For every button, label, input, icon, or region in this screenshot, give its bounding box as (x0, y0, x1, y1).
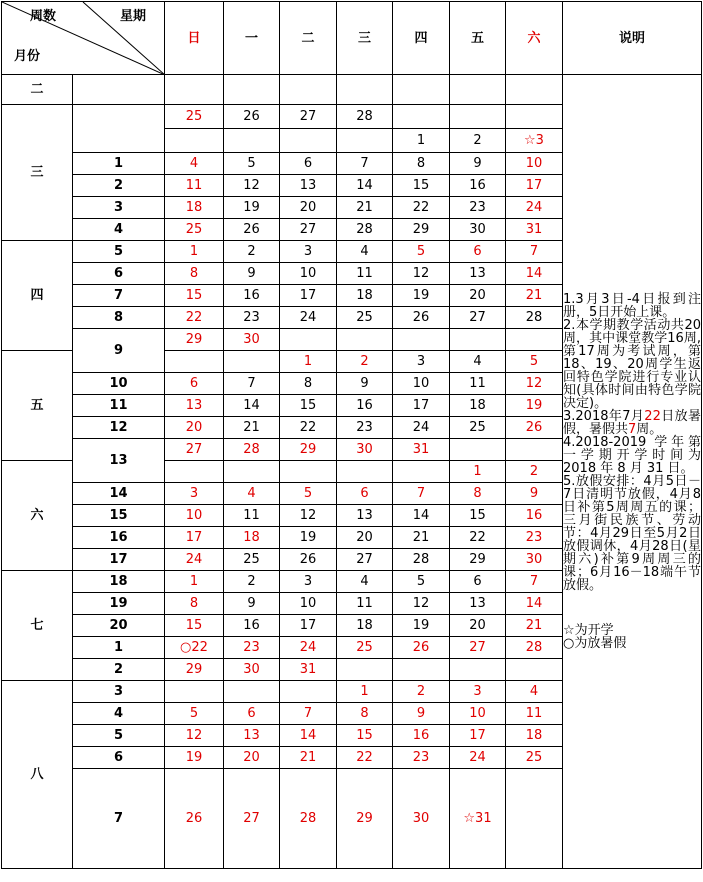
day-cell-tue: 13 (280, 175, 337, 197)
day-cell-fri: 11 (450, 373, 506, 395)
day-cell-sat: 5 (506, 351, 563, 373)
day-cell-fri: 16 (450, 175, 506, 197)
day-cell-fri: 10 (450, 703, 506, 725)
day-cell-tue: 24 (280, 637, 337, 659)
school-calendar-table (1, 1, 702, 869)
day-cell-tue: 28 (280, 769, 337, 869)
day-cell-wed: 25 (337, 307, 393, 329)
day-cell-tue: 3 (280, 241, 337, 263)
day-cell-fri: 29 (450, 549, 506, 571)
day-cell-wed: 28 (337, 219, 393, 241)
day-cell-mon: 20 (224, 747, 280, 769)
day-cell-mon: 7 (224, 373, 280, 395)
day-cell-thu: 5 (393, 241, 450, 263)
day-cell-thu: 30 (393, 769, 450, 869)
day-cell-thu: 3 (393, 351, 450, 373)
day-header-fri: 五 (450, 2, 506, 75)
month-label: 月份 (14, 49, 41, 64)
day-cell-wed: 28 (337, 105, 393, 129)
day-cell-thu: 10 (393, 373, 450, 395)
day-cell-empty (337, 75, 393, 105)
week-number-cell: 19 (73, 593, 165, 615)
day-cell-thu: 9 (393, 703, 450, 725)
day-cell-fri (450, 439, 506, 461)
week-number-cell: 12 (73, 417, 165, 439)
day-cell-tue: 5 (280, 483, 337, 505)
day-cell-thu: 12 (393, 263, 450, 285)
day-cell-sun: 17 (165, 527, 224, 549)
day-cell-mon (224, 129, 280, 153)
day-cell-fri: 13 (450, 263, 506, 285)
day-cell-sat: 28 (506, 637, 563, 659)
day-cell-sat: 10 (506, 153, 563, 175)
day-cell-fri: 3 (450, 681, 506, 703)
day-cell-thu: 23 (393, 747, 450, 769)
day-cell-thu: 24 (393, 417, 450, 439)
day-cell-tue: 21 (280, 747, 337, 769)
day-cell-sun: 8 (165, 263, 224, 285)
day-cell-wed: 11 (337, 263, 393, 285)
day-cell-sun: 19 (165, 747, 224, 769)
header-row (2, 2, 702, 75)
week-number-cell: 15 (73, 505, 165, 527)
day-cell-empty (506, 75, 563, 105)
day-cell-thu: 5 (393, 571, 450, 593)
day-cell-sun: 25 (165, 105, 224, 129)
week-number-cell: 1 (73, 153, 165, 175)
day-cell-thu: 2 (393, 681, 450, 703)
day-cell-tue: 26 (280, 549, 337, 571)
day-cell-thu: 26 (393, 307, 450, 329)
day-cell-wed: 30 (337, 439, 393, 461)
day-cell-fri: 17 (450, 725, 506, 747)
day-cell-sat (506, 439, 563, 461)
day-cell-sun: 25 (165, 219, 224, 241)
week-number-cell: 6 (73, 263, 165, 285)
week-number-cell: 10 (73, 373, 165, 395)
day-cell-sat: 7 (506, 571, 563, 593)
day-cell-sun: 27 (165, 439, 224, 461)
week-number-cell: 17 (73, 549, 165, 571)
day-cell-thu: 12 (393, 593, 450, 615)
month-cell: 六 (2, 461, 73, 571)
week-number-cell: 4 (73, 219, 165, 241)
day-cell-fri: 27 (450, 637, 506, 659)
day-cell-wed: 22 (337, 747, 393, 769)
day-cell-sat: 19 (506, 395, 563, 417)
day-cell-thu: 28 (393, 549, 450, 571)
notes-header: 说明 (563, 2, 702, 75)
day-cell-tue: 14 (280, 725, 337, 747)
day-cell-sat: 16 (506, 505, 563, 527)
day-cell-sun: 11 (165, 175, 224, 197)
week-number-cell: 2 (73, 175, 165, 197)
day-cell-sun: 20 (165, 417, 224, 439)
day-cell-sun: ○22 (165, 637, 224, 659)
day-cell-fri: 27 (450, 307, 506, 329)
day-cell-wed: 21 (337, 197, 393, 219)
note-5: 5.放假安排：4月5日－7日清明节放假，4月8日补第5周周五的课；三月街民族节、劳动节：4月29日至5月2日放假调休，4月28日(星期六)补第9周周三的课；6月16－18端午节放假。 (563, 474, 701, 593)
day-cell-mon: 16 (224, 285, 280, 307)
day-cell-sat: 17 (506, 175, 563, 197)
month-cell: 八 (2, 681, 73, 869)
day-cell-fri (450, 329, 506, 351)
day-cell-thu: 19 (393, 285, 450, 307)
day-cell-thu: 15 (393, 175, 450, 197)
day-cell-sat: 26 (506, 417, 563, 439)
day-cell-fri: ☆31 (450, 769, 506, 869)
day-header-mon: 一 (224, 2, 280, 75)
day-cell-tue: 22 (280, 417, 337, 439)
day-cell-fri: 6 (450, 571, 506, 593)
day-cell-mon (224, 681, 280, 703)
day-cell-fri: 13 (450, 593, 506, 615)
day-cell-mon (224, 351, 280, 373)
day-cell-wed: 15 (337, 725, 393, 747)
day-cell-thu: 22 (393, 197, 450, 219)
day-cell-sun (165, 681, 224, 703)
day-cell-tue: 7 (280, 703, 337, 725)
day-cell-tue: 15 (280, 395, 337, 417)
day-cell-fri (450, 659, 506, 681)
day-cell-mon: 5 (224, 153, 280, 175)
week-number-cell (73, 105, 165, 153)
day-cell-sun: 29 (165, 659, 224, 681)
day-cell-wed: 13 (337, 505, 393, 527)
day-header-sat: 六 (506, 2, 563, 75)
day-cell-sun: 18 (165, 197, 224, 219)
day-cell-thu: 26 (393, 637, 450, 659)
day-cell-thu: 7 (393, 483, 450, 505)
day-cell-sat: 21 (506, 615, 563, 637)
day-cell-fri: 9 (450, 153, 506, 175)
day-cell-mon: 28 (224, 439, 280, 461)
day-cell-wed: 23 (337, 417, 393, 439)
day-cell-sat: 25 (506, 747, 563, 769)
note-3-weeks: 7 (628, 422, 637, 437)
month-cell: 五 (2, 351, 73, 461)
day-cell-tue: 1 (280, 351, 337, 373)
day-header-thu: 四 (393, 2, 450, 75)
day-cell-sat: 24 (506, 197, 563, 219)
day-cell-tue: 31 (280, 659, 337, 681)
day-cell-fri: 24 (450, 747, 506, 769)
day-cell-thu: 16 (393, 725, 450, 747)
week-number-cell: 20 (73, 615, 165, 637)
day-cell-sun (165, 129, 224, 153)
notes-spacer (563, 592, 701, 624)
day-cell-sat: 14 (506, 593, 563, 615)
week-number-cell: 6 (73, 747, 165, 769)
february-row (2, 75, 702, 105)
day-cell-tue (280, 329, 337, 351)
day-cell-mon: 26 (224, 219, 280, 241)
day-cell-wed: 18 (337, 615, 393, 637)
week-number-cell: 11 (73, 395, 165, 417)
day-cell-thu (393, 329, 450, 351)
day-cell-tue: 27 (280, 219, 337, 241)
day-cell-sun: 15 (165, 285, 224, 307)
day-cell-thu (393, 105, 450, 129)
day-cell-sun: 10 (165, 505, 224, 527)
day-cell-mon (224, 461, 280, 483)
day-cell-mon: 26 (224, 105, 280, 129)
day-cell-mon: 12 (224, 175, 280, 197)
day-cell-tue: 12 (280, 505, 337, 527)
day-cell-mon: 9 (224, 263, 280, 285)
day-cell-empty (450, 75, 506, 105)
day-cell-sat: 11 (506, 703, 563, 725)
day-cell-tue: 3 (280, 571, 337, 593)
day-cell-mon: 2 (224, 571, 280, 593)
note-3-text: 3.2018年7月 (563, 409, 645, 424)
day-cell-tue: 27 (280, 105, 337, 129)
day-cell-sun: 12 (165, 725, 224, 747)
day-cell-wed: 14 (337, 175, 393, 197)
week-number-cell: 5 (73, 725, 165, 747)
note-3-date: 22 (644, 409, 661, 424)
day-cell-thu (393, 461, 450, 483)
day-header-tue: 二 (280, 2, 337, 75)
weekday-label: 星期 (120, 9, 147, 24)
day-cell-thu (393, 659, 450, 681)
legend-start: ☆为开学 (563, 623, 614, 638)
month-cell: 四 (2, 241, 73, 351)
day-cell-fri: 20 (450, 285, 506, 307)
day-cell-mon: 11 (224, 505, 280, 527)
day-cell-fri: 1 (450, 461, 506, 483)
day-cell-empty (224, 75, 280, 105)
note-3 (563, 410, 701, 436)
month-cell: 七 (2, 571, 73, 681)
day-cell-sat: 12 (506, 373, 563, 395)
day-cell-wed: 2 (337, 351, 393, 373)
day-cell-fri: 6 (450, 241, 506, 263)
day-cell-tue (280, 461, 337, 483)
day-cell-thu: 1 (393, 129, 450, 153)
day-cell-sun: 26 (165, 769, 224, 869)
day-cell-sat: ☆3 (506, 129, 563, 153)
day-cell-wed: 9 (337, 373, 393, 395)
day-cell-sun (165, 461, 224, 483)
day-cell-thu: 8 (393, 153, 450, 175)
week-number-cell: 8 (73, 307, 165, 329)
day-cell-mon: 18 (224, 527, 280, 549)
day-cell-sat (506, 329, 563, 351)
day-cell-thu: 29 (393, 219, 450, 241)
day-cell-wed: 29 (337, 769, 393, 869)
day-cell-wed: 4 (337, 571, 393, 593)
day-cell-mon: 25 (224, 549, 280, 571)
day-cell-sat: 30 (506, 549, 563, 571)
day-cell-thu: 19 (393, 615, 450, 637)
week-number-cell: 7 (73, 769, 165, 869)
week-cell-empty (73, 75, 165, 105)
day-cell-sat (506, 769, 563, 869)
day-cell-wed (337, 461, 393, 483)
week-number-cell: 18 (73, 571, 165, 593)
calendar-body (2, 2, 702, 869)
day-cell-mon: 19 (224, 197, 280, 219)
day-cell-wed (337, 659, 393, 681)
day-cell-wed: 11 (337, 593, 393, 615)
day-cell-tue: 24 (280, 307, 337, 329)
day-cell-tue: 6 (280, 153, 337, 175)
day-cell-wed: 1 (337, 681, 393, 703)
day-cell-empty (165, 75, 224, 105)
day-cell-sat: 7 (506, 241, 563, 263)
day-cell-sun: 8 (165, 593, 224, 615)
week-number-cell: 7 (73, 285, 165, 307)
week-number-cell: 2 (73, 659, 165, 681)
day-cell-sun: 3 (165, 483, 224, 505)
day-cell-mon: 30 (224, 659, 280, 681)
day-header-wed: 三 (337, 2, 393, 75)
day-cell-sat: 9 (506, 483, 563, 505)
day-cell-fri: 18 (450, 395, 506, 417)
day-cell-sun: 29 (165, 329, 224, 351)
day-cell-fri: 20 (450, 615, 506, 637)
week-number-cell: 16 (73, 527, 165, 549)
day-cell-wed (337, 329, 393, 351)
day-cell-sun: 4 (165, 153, 224, 175)
day-cell-sun: 1 (165, 241, 224, 263)
day-cell-empty (280, 75, 337, 105)
day-cell-mon: 2 (224, 241, 280, 263)
week-number-cell: 1 (73, 637, 165, 659)
day-cell-sat: 31 (506, 219, 563, 241)
note-3-text: 日放暑假，暑假共 (563, 409, 701, 437)
day-cell-mon: 6 (224, 703, 280, 725)
week-number-cell: 14 (73, 483, 165, 505)
day-cell-sat: 21 (506, 285, 563, 307)
day-cell-mon: 16 (224, 615, 280, 637)
day-cell-tue: 8 (280, 373, 337, 395)
day-cell-tue (280, 129, 337, 153)
day-cell-mon: 21 (224, 417, 280, 439)
day-cell-mon: 9 (224, 593, 280, 615)
day-cell-sat: 2 (506, 461, 563, 483)
week-number-cell: 9 (73, 329, 165, 373)
day-cell-wed: 16 (337, 395, 393, 417)
day-cell-thu: 31 (393, 439, 450, 461)
legend-vacation: ○为放暑假 (563, 636, 627, 651)
note-3-text: 周。 (636, 422, 663, 437)
day-cell-sun: 15 (165, 615, 224, 637)
day-cell-sun: 1 (165, 571, 224, 593)
week-number-cell: 13 (73, 439, 165, 483)
day-cell-tue: 19 (280, 527, 337, 549)
day-cell-mon: 4 (224, 483, 280, 505)
month-cell: 三 (2, 105, 73, 241)
day-cell-sun: 24 (165, 549, 224, 571)
day-cell-tue: 20 (280, 197, 337, 219)
day-cell-tue: 17 (280, 615, 337, 637)
day-cell-fri (450, 105, 506, 129)
day-cell-wed (337, 129, 393, 153)
day-cell-wed: 7 (337, 153, 393, 175)
day-cell-tue: 10 (280, 263, 337, 285)
month-cell-feb: 二 (2, 75, 73, 105)
day-cell-mon: 13 (224, 725, 280, 747)
week-label: 周数 (30, 9, 57, 24)
note-2: 2.本学期教学活动共20周，其中课堂教学16周,第17周为考试周，第18、19、20周学生返回特色学院进行专业认知(具体时间由特色学院决定)。 (563, 318, 701, 411)
corner-cell (2, 2, 165, 75)
day-cell-sat: 4 (506, 681, 563, 703)
day-cell-mon: 14 (224, 395, 280, 417)
week-number-cell: 3 (73, 197, 165, 219)
day-cell-thu: 17 (393, 395, 450, 417)
day-cell-sat (506, 105, 563, 129)
day-cell-sun: 13 (165, 395, 224, 417)
day-cell-mon: 23 (224, 637, 280, 659)
day-header-sun: 日 (165, 2, 224, 75)
day-cell-wed: 20 (337, 527, 393, 549)
day-cell-sun (165, 351, 224, 373)
notes-cell (563, 75, 702, 869)
day-cell-thu: 21 (393, 527, 450, 549)
day-cell-wed: 6 (337, 483, 393, 505)
day-cell-sat (506, 659, 563, 681)
day-cell-tue (280, 681, 337, 703)
day-cell-fri: 15 (450, 505, 506, 527)
day-cell-fri: 25 (450, 417, 506, 439)
day-cell-tue: 10 (280, 593, 337, 615)
day-cell-mon: 30 (224, 329, 280, 351)
day-cell-sat: 14 (506, 263, 563, 285)
note-1: 1.3月3日-4日报到注册，5日开始上课。 (563, 292, 701, 320)
day-cell-fri: 30 (450, 219, 506, 241)
note-4: 4.2018-2019 学年第一学期开学时间为 2018 年 8 月 31 日。 (563, 435, 701, 476)
day-cell-sat: 18 (506, 725, 563, 747)
day-cell-wed: 8 (337, 703, 393, 725)
week-number-cell: 5 (73, 241, 165, 263)
day-cell-sat: 23 (506, 527, 563, 549)
day-cell-tue: 17 (280, 285, 337, 307)
day-cell-mon: 23 (224, 307, 280, 329)
day-cell-fri: 8 (450, 483, 506, 505)
week-number-cell: 3 (73, 681, 165, 703)
day-cell-sun: 6 (165, 373, 224, 395)
day-cell-sun: 22 (165, 307, 224, 329)
day-cell-sat: 28 (506, 307, 563, 329)
day-cell-wed: 27 (337, 549, 393, 571)
day-cell-fri: 2 (450, 129, 506, 153)
week-number-cell: 4 (73, 703, 165, 725)
day-cell-thu: 14 (393, 505, 450, 527)
day-cell-wed: 4 (337, 241, 393, 263)
day-cell-fri: 23 (450, 197, 506, 219)
day-cell-wed: 25 (337, 637, 393, 659)
day-cell-mon: 27 (224, 769, 280, 869)
day-cell-sun: 5 (165, 703, 224, 725)
day-cell-wed: 18 (337, 285, 393, 307)
day-cell-fri: 4 (450, 351, 506, 373)
day-cell-fri: 22 (450, 527, 506, 549)
day-cell-tue: 29 (280, 439, 337, 461)
day-cell-empty (393, 75, 450, 105)
